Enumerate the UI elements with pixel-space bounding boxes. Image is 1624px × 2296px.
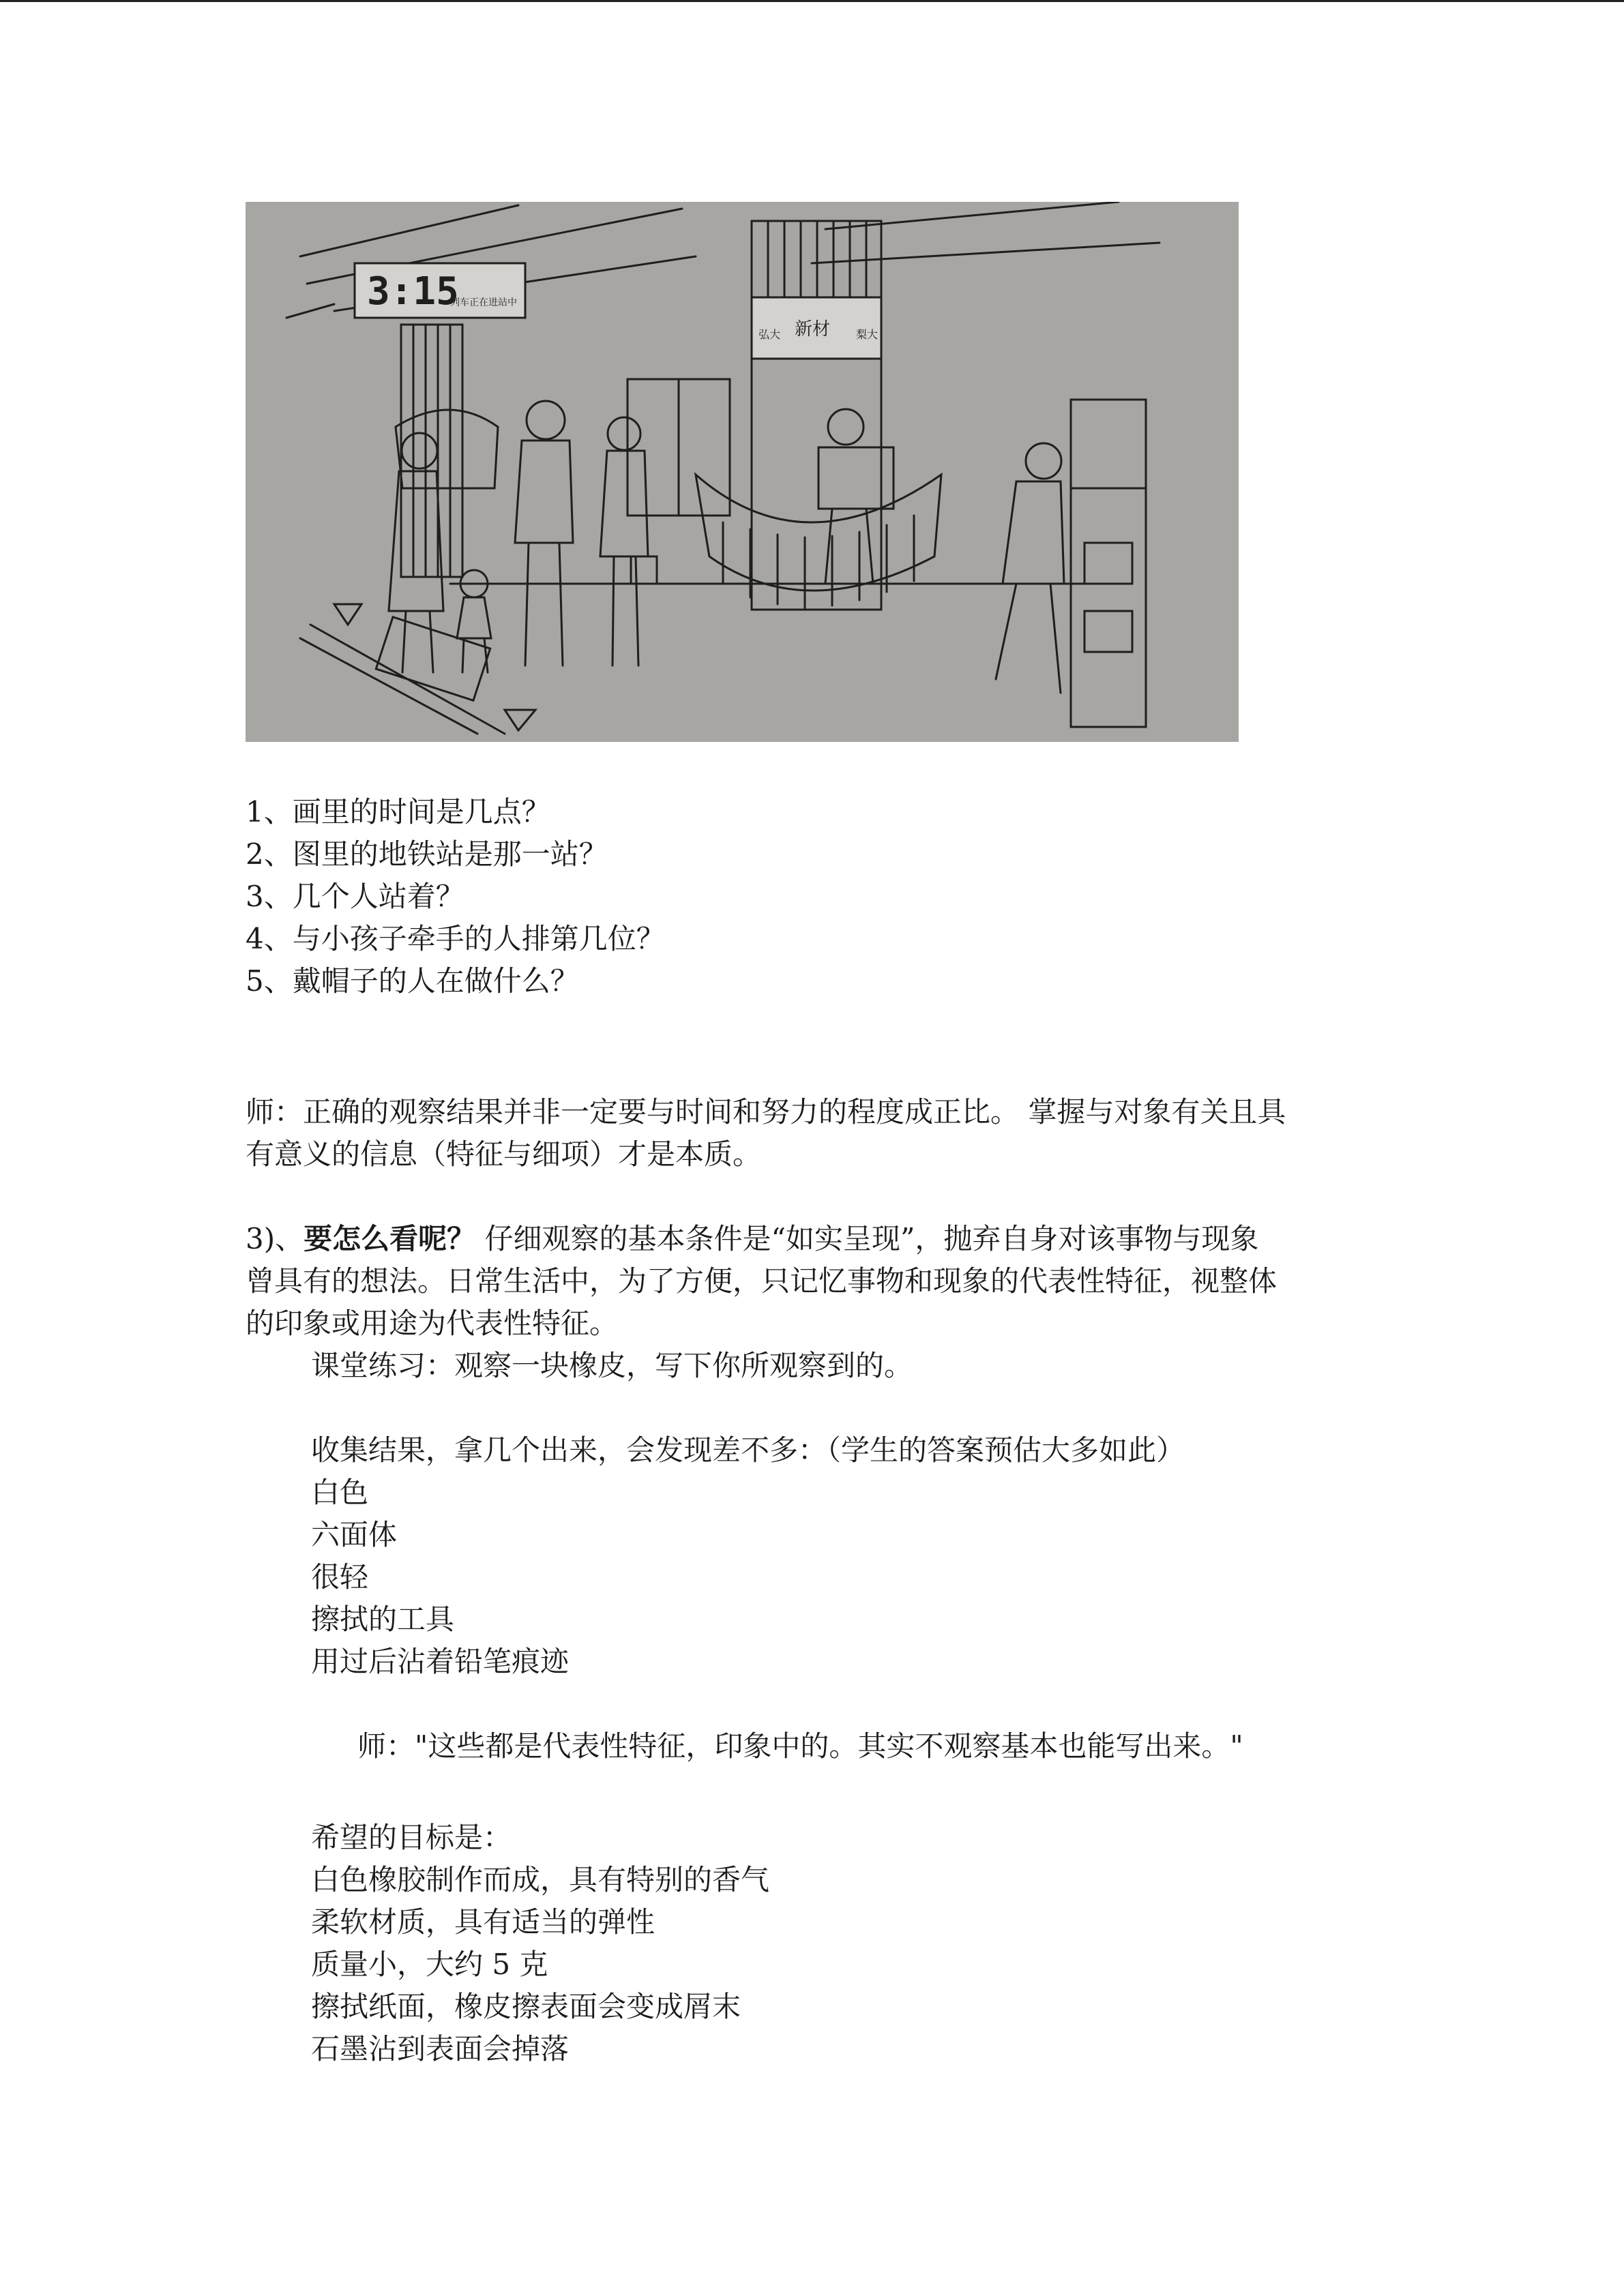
section-3-line-1: [246, 1218, 1258, 1260]
teacher-quote: 师："这些都是代表性特征，印象中的。其实不观察基本也能写出来。": [357, 1729, 1243, 1763]
top-border: [0, 0, 1624, 2]
illustration-svg: [246, 202, 1239, 742]
station-sign-left: 弘大: [758, 328, 781, 341]
sign-text: 列车正在进站中: [450, 297, 517, 308]
section-3-text: 仔细观察的基本条件是“如实呈现”，抛弃自身对该事物与现象: [475, 1222, 1259, 1255]
question-5: 5、戴帽子的人在做什么？: [246, 964, 579, 998]
collect-results: 收集结果，拿几个出来，会发现差不多：（学生的答案预估大多如此）: [311, 1433, 1185, 1467]
section-3-line-2: 曾具有的想法。日常生活中，为了方便，只记忆事物和现象的代表性特征，视整体: [246, 1264, 1278, 1298]
common-answer-1: 白色: [311, 1476, 369, 1509]
goal-answer-2: 柔软材质，具有适当的弹性: [311, 1905, 655, 1939]
exercise-prompt: 课堂练习：观察一块橡皮，写下你所观察到的。: [311, 1349, 913, 1382]
goal-answer-3: 质量小，大约 5 克: [311, 1948, 548, 1981]
question-3: 3、几个人站着？: [246, 880, 464, 913]
question-1: 1、画里的时间是几点？: [246, 795, 550, 829]
station-sign-right: 梨大: [856, 328, 879, 341]
common-answer-5: 用过后沾着铅笔痕迹: [311, 1645, 570, 1678]
question-2: 2、图里的地铁站是那一站？: [246, 837, 608, 871]
question-4: 4、与小孩子牵手的人排第几位？: [246, 922, 665, 955]
clock-text: 3:15: [367, 269, 459, 314]
goal-answer-4: 擦拭纸面，橡皮擦表面会变成屑末: [311, 1990, 741, 2023]
common-answer-4: 擦拭的工具: [311, 1602, 455, 1636]
section-3-heading: 要怎么看呢？: [304, 1222, 476, 1255]
section-3-number: 3)、: [246, 1222, 304, 1255]
goal-answer-1: 白色橡胶制作而成，具有特别的香气: [311, 1863, 770, 1896]
common-answer-3: 很轻: [311, 1560, 369, 1594]
goal-heading: 希望的目标是：: [311, 1821, 512, 1854]
teacher-note-line-1: 师：正确的观察结果并非一定要与时间和努力的程度成正比。 掌握与对象有关且具: [246, 1095, 1286, 1129]
common-answer-2: 六面体: [311, 1518, 398, 1551]
subway-platform-illustration: [246, 202, 1239, 742]
goal-answer-5: 石墨沾到表面会掉落: [311, 2032, 570, 2066]
station-sign-center: 新材: [795, 319, 831, 340]
teacher-note-line-2: 有意义的信息（特征与细项）才是本质。: [246, 1137, 762, 1171]
section-3-line-3: 的印象或用途为代表性特征。: [246, 1307, 619, 1340]
